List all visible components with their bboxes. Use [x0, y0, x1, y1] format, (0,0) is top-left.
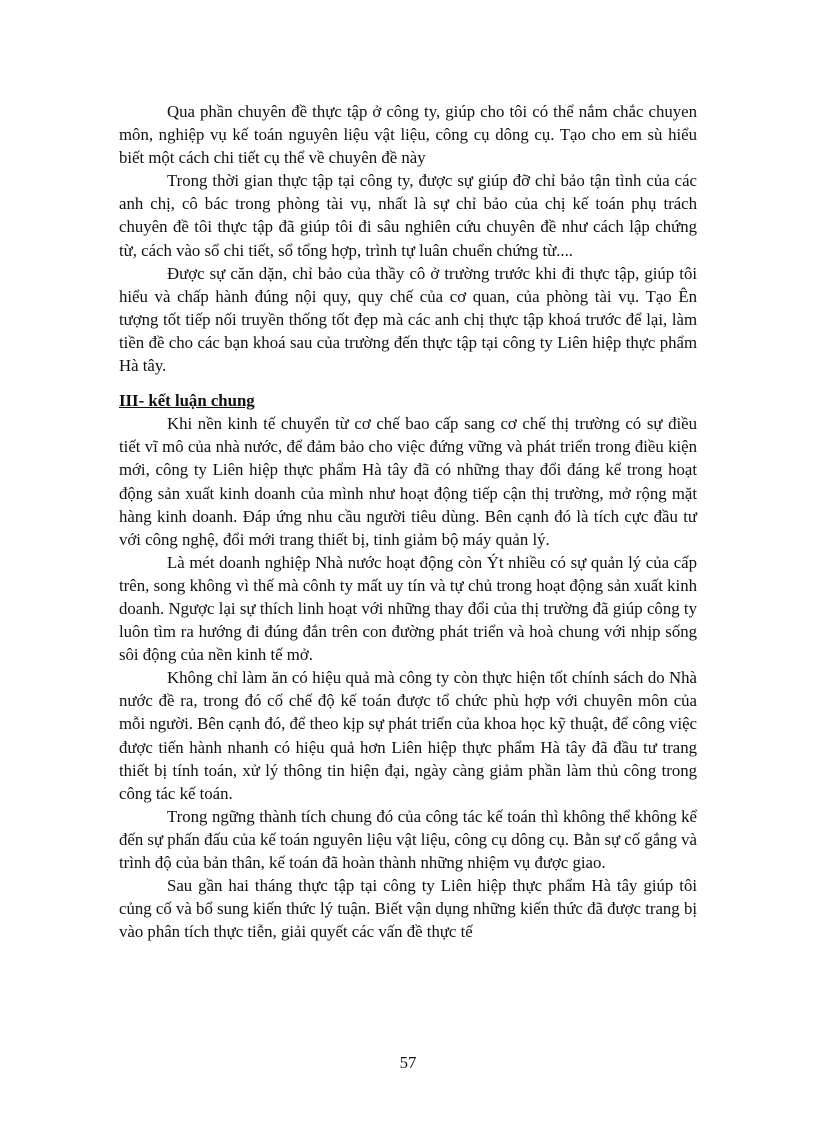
section-heading: III- kết luận chung — [119, 391, 255, 411]
page-number: 57 — [399, 1053, 417, 1072]
paragraph: Qua phần chuyên đề thực tập ở công ty, giúp cho tôi có thể nắm chắc chuyen môn, nghiệp vụ kế toán nguyên liệu vật liệu, công cụ dông cụ. Tạo cho em sù hiểu biết một cách chi tiết cụ thể về chuyên đề này — [119, 102, 697, 168]
paragraph: Là mét doanh nghiệp Nhà nước hoạt động còn Ýt nhiều có sự quản lý của cấp trên, song không vì thế mà cônh ty mất uy tín và tự chủ trong hoạt động sản xuất kinh doanh. Ngược lại sự thích linh hoạt với những thay đổi của thị trường đã giúp công ty luôn tìm ra hướng đi đúng đắn trên con đường phát triển và hoà chung với nhịp sống sôi động của nền kinh tế mở. — [119, 552, 697, 665]
paragraph: Sau gần hai tháng thực tập tại công ty Liên hiệp thực phẩm Hà tây giúp tôi củng cố và bổ sung kiến thức lý tuận. Biết vận dụng những kiến thức đã được trang bị vào phân tích thực tiễn, giải quyết các vấn đề thực tế — [119, 876, 697, 942]
paragraph: Trong ngững thành tích chung đó của công tác kế toán thì không thể không kể đến sự phấn đấu của kế toán nguyên liệu vật liệu, công cụ dông cụ. Bằn sự cố gắng và trình độ của bản thân, kế toán đã hoàn thành những nhiệm vụ được giao. — [119, 806, 697, 872]
paragraph: Không chỉ làm ăn có hiệu quả mà công ty còn thực hiện tốt chính sách do Nhà nước đề ra, trong đó cố chế độ kế toán được tổ chức phù hợp với chuyên môn của mỗi người. Bên cạnh đó, để theo kịp sự phát triển của khoa học kỹ thuật, để công việc được tiến hành nhanh có hiệu quả hơn Liên hiệp thực phẩm Hà tây đã đầu tư trang thiết bị tính toán, xử lý thông tin hiện đại, ngày càng giảm phần làm thủ công trong công tác kế toán. — [119, 668, 697, 803]
paragraph: Khi nền kinh tế chuyển từ cơ chế bao cấp sang cơ chế thị trường có sự điều tiết vĩ mô của nhà nước, để đảm bảo cho việc đứng vững và phát triển trong điều kiện mới, công ty Liên hiệp thực phẩm Hà tây đã có những thay đổi đáng kể trong hoạt động sản xuất kinh doanh của mình như hoạt động tiếp cận thị trường, mở rộng mặt hàng kinh doanh. Đáp ứng nhu cầu người tiêu dùng. Bên cạnh đó là tích cực đầu tư với công nghệ, đổi mới trang thiết bị, tinh giảm bộ máy quản lý. — [119, 414, 697, 549]
document-page — [119, 100, 697, 943]
paragraph: Được sự căn dặn, chỉ bảo của thầy cô ở trường trước khi đi thực tập, giúp tôi hiểu và chấp hành đúng nội quy, quy chế của cơ quan, của phòng tài vụ. Tạo Ên tượng tốt tiếp nối truyền thống tốt đẹp mà các anh chị thực tập khoá trước để lại, làm tiền đề cho các bạn khoá sau của trường đến thực tập tại công ty Liên hiệp thực phẩm Hà tây. — [119, 263, 697, 376]
paragraph: Trong thời gian thực tập tại công ty, được sự giúp đỡ chỉ bảo tận tình của các anh chị, cô bác trong phòng tài vụ, nhất là sự chỉ bảo của chị kế toán phụ trách chuyên đề tôi thực tập đã giúp tôi đi sâu nghiên cứu chuyên đề như cách lập chứng từ, cách vào sổ chi tiết, sổ tổng hợp, trình tự luân chuển chứng từ.... — [119, 171, 697, 260]
